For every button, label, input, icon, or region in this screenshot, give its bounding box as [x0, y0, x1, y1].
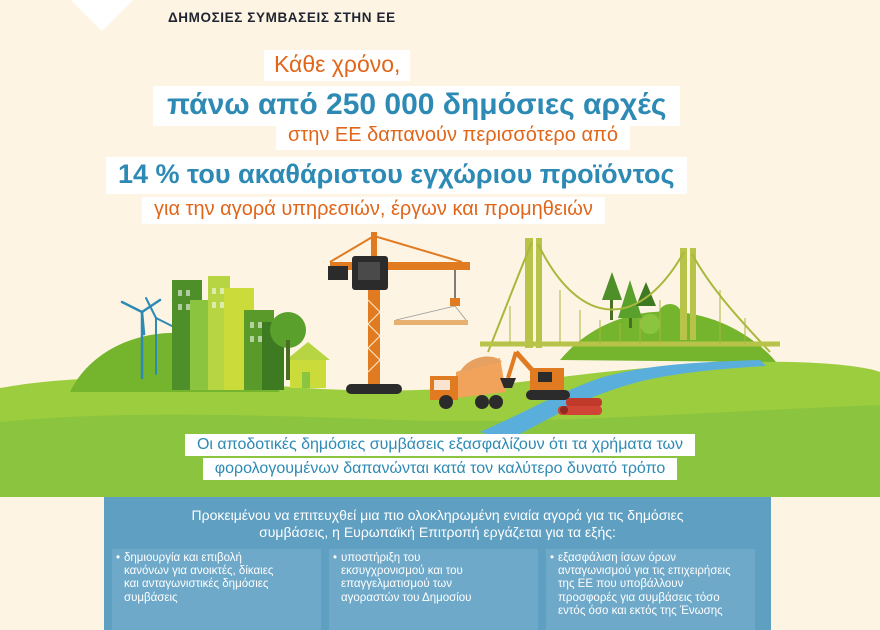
- action-line: δημιουργία και επιβολή: [124, 552, 242, 564]
- note-line-2: φορολογουμένων δαπανώνται κατά τον καλύτερο δυνατό τρόπο: [203, 458, 678, 480]
- city-buildings: [172, 276, 330, 390]
- headline-line-5: για την αγορά υπηρεσιών, έργων και προμηθειών: [142, 197, 605, 224]
- section-eyebrow: ΔΗΜΟΣΙΕΣ ΣΥΜΒΑΣΕΙΣ ΣΤΗΝ ΕΕ: [168, 10, 396, 25]
- action-line: αγοραστών του Δημοσίου: [341, 591, 472, 604]
- panel-intro-line-2: συμβάσεις, η Ευρωπαϊκή Επιτροπή εργάζεται για τα εξής:: [259, 524, 616, 540]
- action-line: υποστήριξη του: [341, 552, 421, 564]
- action-line: εξασφάλιση ίσων όρων: [558, 552, 677, 564]
- action-line: προσφορές για συμβάσεις τόσο: [558, 591, 720, 604]
- headline-line-3: στην ΕΕ δαπανούν περισσότερο από: [276, 123, 630, 150]
- action-line: εντός όσο και εκτός της Ένωσης: [558, 604, 723, 617]
- action-line: και ανταγωνιστικές δημόσιες: [124, 578, 269, 591]
- action-line: κανόνων για ανοικτές, δίκαιες: [124, 565, 274, 578]
- efficiency-note: [0, 433, 880, 481]
- bullet: •: [333, 552, 338, 564]
- action-panel: [104, 497, 771, 630]
- action-line: της ΕΕ που υποβάλλουν: [558, 578, 684, 591]
- action-line: συμβάσεις: [124, 591, 178, 604]
- action-item-level-playing-field: [546, 549, 755, 630]
- headline-line-1: Κάθε χρόνο,: [264, 50, 410, 81]
- headline-line-4: 14 % του ακαθάριστου εγχώριου προϊόντος: [106, 157, 687, 194]
- panel-intro-line-1: Προκειμένου να επιτευχθεί μια πιο ολοκληρωμένη ενιαία αγορά για τις δημόσιες: [191, 507, 684, 523]
- action-item-rules: [112, 549, 321, 630]
- corner-tab: [71, 0, 133, 31]
- action-line: εκσυγχρονισμού και του: [341, 565, 463, 578]
- bullet: •: [116, 552, 121, 564]
- action-item-modernisation: [329, 549, 538, 630]
- action-line: ανταγωνισμού για τις επιχειρήσεις: [558, 565, 731, 578]
- note-line-1: Οι αποδοτικές δημόσιες συμβάσεις εξασφαλίζουν ότι τα χρήματα των: [185, 434, 695, 456]
- bullet: •: [550, 552, 555, 564]
- panel-intro: [104, 507, 771, 541]
- tower-crane: [328, 232, 470, 394]
- headline-line-2: πάνω από 250 000 δημόσιες αρχές: [153, 86, 680, 126]
- action-columns: [112, 549, 763, 630]
- action-line: επαγγελματισμού των: [341, 578, 453, 591]
